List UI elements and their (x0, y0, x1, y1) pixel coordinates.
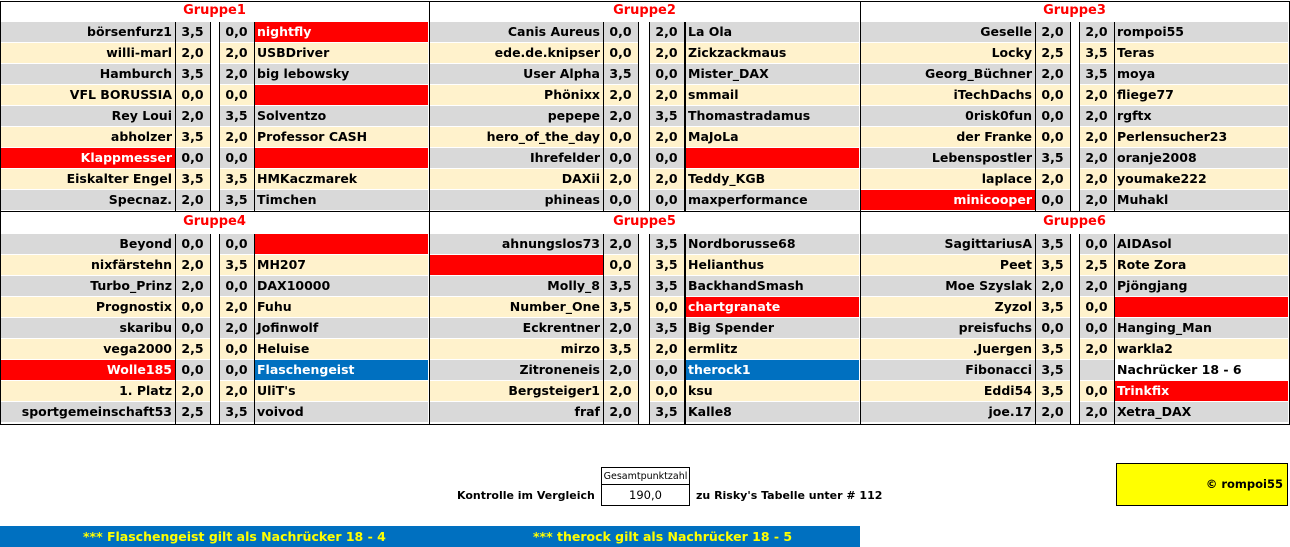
player-right[interactable]: HMKaczmarek (254, 169, 428, 189)
player-right[interactable]: moya (1114, 64, 1288, 84)
group-title-5: Gruppe5 (613, 214, 676, 229)
player-left[interactable]: iTechDachs (861, 85, 1035, 105)
score-left[interactable]: 3,5 (1035, 148, 1070, 168)
player-right[interactable]: Hanging_Man (1114, 318, 1288, 338)
score-right[interactable]: 2,0 (1079, 106, 1114, 126)
player-left[interactable]: Fibonacci (861, 360, 1035, 380)
player-right[interactable]: big lebowsky (254, 64, 428, 84)
grid-divider (638, 234, 639, 425)
score-right[interactable]: 2,0 (219, 318, 254, 338)
score-right[interactable]: 3,5 (649, 234, 684, 254)
grid-divider (1079, 234, 1080, 425)
score-right[interactable]: 0,0 (1079, 234, 1114, 254)
score-right[interactable]: 2,0 (1079, 169, 1114, 189)
player-right[interactable]: therock1 (685, 360, 859, 380)
grid-divider (210, 22, 211, 211)
player-right[interactable]: Teras (1114, 43, 1288, 63)
player-right[interactable]: nightfly (254, 22, 428, 42)
player-left[interactable]: Eddi54 (861, 381, 1035, 401)
score-right[interactable]: 0,0 (219, 85, 254, 105)
player-left[interactable]: abholzer (1, 127, 175, 147)
player-left[interactable]: minicooper (861, 190, 1035, 210)
player-right[interactable]: BackhandSmash (685, 276, 859, 296)
score-left[interactable]: 0,0 (175, 297, 210, 317)
player-right[interactable]: Teddy_KGB (685, 169, 859, 189)
player-left[interactable]: 1. Platz (1, 381, 175, 401)
score-right[interactable]: 2,0 (1079, 22, 1114, 42)
player-left[interactable]: Phönixx (430, 85, 603, 105)
score-right[interactable]: 0,0 (1079, 318, 1114, 338)
player-left[interactable]: Lebenspostler (861, 148, 1035, 168)
player-right[interactable]: Flaschengeist (254, 360, 428, 380)
score-left[interactable]: 0,0 (1035, 318, 1070, 338)
grid-divider (1114, 234, 1115, 425)
player-right[interactable]: maxperformance (685, 190, 859, 210)
grid-divider (254, 22, 255, 211)
player-left[interactable]: Ihrefelder (430, 148, 603, 168)
player-left[interactable]: Prognostix (1, 297, 175, 317)
control-reference: zu Risky's Tabelle unter # 112 (696, 489, 883, 502)
player-left[interactable]: pepepe (430, 106, 603, 126)
player-left[interactable]: Zyzol (861, 297, 1035, 317)
player-left[interactable]: nixfärstehn (1, 255, 175, 275)
player-left[interactable]: VFL BORUSSIA (1, 85, 175, 105)
total-points-header: Gesamtpunktzahl (601, 467, 690, 485)
copyright-box[interactable]: © rompoi55 (1116, 463, 1288, 506)
player-left[interactable]: Specnaz. (1, 190, 175, 210)
player-left[interactable]: Canis Aureus (430, 22, 603, 42)
player-left[interactable]: Moe Szyslak (861, 276, 1035, 296)
score-left[interactable]: 2,0 (603, 234, 638, 254)
player-left[interactable]: Turbo_Prinz (1, 276, 175, 296)
score-right[interactable]: 2,0 (219, 381, 254, 401)
grid-divider (1079, 22, 1080, 211)
score-right[interactable]: 3,5 (219, 402, 254, 422)
player-right[interactable]: ermlitz (685, 339, 859, 359)
score-left[interactable]: 2,0 (603, 85, 638, 105)
score-right[interactable]: 2,0 (1079, 276, 1114, 296)
score-right[interactable]: 0,0 (649, 148, 684, 168)
player-left[interactable]: vega2000 (1, 339, 175, 359)
score-left[interactable]: 3,5 (603, 297, 638, 317)
score-left[interactable]: 2,0 (175, 43, 210, 63)
player-right[interactable]: Nachrücker 18 - 6 (1114, 360, 1288, 380)
score-right[interactable]: 3,5 (649, 106, 684, 126)
grid-divider (603, 234, 604, 425)
score-right[interactable]: 3,5 (219, 190, 254, 210)
player-right[interactable]: MH207 (254, 255, 428, 275)
group-title-6: Gruppe6 (1043, 214, 1106, 229)
score-left[interactable]: 3,5 (175, 64, 210, 84)
score-right[interactable]: 3,5 (649, 402, 684, 422)
player-right[interactable]: Thomastradamus (685, 106, 859, 126)
score-left[interactable]: 0,0 (1035, 127, 1070, 147)
score-right[interactable]: 2,0 (219, 127, 254, 147)
player-right[interactable]: Helianthus (685, 255, 859, 275)
score-left[interactable]: 0,0 (1035, 106, 1070, 126)
player-left[interactable]: joe.17 (861, 402, 1035, 422)
player-right[interactable]: Pjöngjang (1114, 276, 1288, 296)
player-right[interactable]: youmake222 (1114, 169, 1288, 189)
score-left[interactable]: 2,5 (175, 339, 210, 359)
group-title-2: Gruppe2 (613, 3, 676, 18)
score-left[interactable]: 2,0 (175, 106, 210, 126)
footnote-therock: *** therock gilt als Nachrücker 18 - 5 (533, 529, 793, 544)
player-left[interactable]: fraf (430, 402, 603, 422)
score-left[interactable]: 0,0 (175, 148, 210, 168)
score-left[interactable]: 2,0 (1035, 22, 1070, 42)
total-points-value[interactable]: 190,0 (601, 484, 690, 506)
score-left[interactable]: 2,0 (603, 381, 638, 401)
player-left[interactable]: börsenfurz1 (1, 22, 175, 42)
grid-divider (175, 234, 176, 425)
player-right[interactable] (254, 85, 428, 105)
grid-divider (429, 1, 430, 425)
grid-divider (649, 234, 650, 425)
grid-divider (219, 22, 220, 211)
score-left[interactable]: 0,0 (603, 127, 638, 147)
score-right[interactable]: 0,0 (649, 297, 684, 317)
score-left[interactable]: 2,0 (603, 360, 638, 380)
group-title-4: Gruppe4 (183, 214, 246, 229)
score-left[interactable]: 3,5 (175, 169, 210, 189)
player-left[interactable]: .Juergen (861, 339, 1035, 359)
score-left[interactable]: 2,0 (603, 318, 638, 338)
grid-divider (638, 22, 639, 211)
player-left[interactable]: sportgemeinschaft53 (1, 402, 175, 422)
player-left[interactable]: Peet (861, 255, 1035, 275)
score-left[interactable]: 3,5 (603, 339, 638, 359)
player-left[interactable]: Georg_Büchner (861, 64, 1035, 84)
group-title-1: Gruppe1 (183, 3, 246, 18)
player-left[interactable]: Number_One (430, 297, 603, 317)
player-right[interactable]: Kalle8 (685, 402, 859, 422)
footnote-flaschengeist: *** Flaschengeist gilt als Nachrücker 18 - 4 (83, 529, 386, 544)
score-right[interactable]: 2,0 (649, 22, 684, 42)
player-right[interactable]: fliege77 (1114, 85, 1288, 105)
score-left[interactable]: 3,5 (1035, 339, 1070, 359)
score-left[interactable]: 2,0 (1035, 402, 1070, 422)
score-left[interactable]: 0,0 (603, 190, 638, 210)
player-right[interactable] (685, 148, 859, 168)
score-left[interactable]: 2,0 (603, 169, 638, 189)
player-right[interactable]: Solventzo (254, 106, 428, 126)
player-left[interactable]: hero_of_the_day (430, 127, 603, 147)
grid-divider (860, 1, 861, 425)
score-right[interactable]: 0,0 (219, 339, 254, 359)
grid-divider (0, 1, 1290, 2)
score-left[interactable]: 0,0 (1035, 190, 1070, 210)
score-right[interactable]: 0,0 (219, 148, 254, 168)
score-right[interactable]: 2,0 (1079, 190, 1114, 210)
player-right[interactable]: Jofinwolf (254, 318, 428, 338)
footnote-bar (0, 526, 860, 547)
score-right[interactable]: 3,5 (649, 276, 684, 296)
player-right[interactable]: Trinkfix (1114, 381, 1288, 401)
player-right[interactable] (254, 148, 428, 168)
score-left[interactable]: 0,0 (603, 148, 638, 168)
player-left[interactable]: preisfuchs (861, 318, 1035, 338)
player-right[interactable]: Zickzackmaus (685, 43, 859, 63)
score-left[interactable]: 3,5 (603, 64, 638, 84)
player-left[interactable]: DAXii (430, 169, 603, 189)
score-right[interactable]: 2,0 (1079, 127, 1114, 147)
player-left[interactable]: Zitroneneis (430, 360, 603, 380)
player-left[interactable]: Wolle185 (1, 360, 175, 380)
score-right[interactable]: 2,0 (1079, 85, 1114, 105)
score-left[interactable]: 3,5 (175, 22, 210, 42)
score-right[interactable]: 0,0 (1079, 381, 1114, 401)
score-left[interactable]: 3,5 (1035, 297, 1070, 317)
score-right[interactable]: 2,0 (219, 64, 254, 84)
player-left[interactable]: SagittariusA (861, 234, 1035, 254)
score-right[interactable]: 2,0 (649, 339, 684, 359)
score-right[interactable]: 3,5 (219, 255, 254, 275)
player-right[interactable]: Perlensucher23 (1114, 127, 1288, 147)
player-left[interactable]: Geselle (861, 22, 1035, 42)
score-left[interactable]: 3,5 (1035, 381, 1070, 401)
score-right[interactable]: 0,0 (649, 360, 684, 380)
player-right[interactable]: Mister_DAX (685, 64, 859, 84)
score-right[interactable]: 2,0 (219, 43, 254, 63)
player-right[interactable]: AIDAsol (1114, 234, 1288, 254)
score-right[interactable]: 3,5 (219, 169, 254, 189)
grid-divider (1035, 234, 1036, 425)
player-right[interactable]: smmail (685, 85, 859, 105)
player-right[interactable]: Rote Zora (1114, 255, 1288, 275)
player-right[interactable]: rompoi55 (1114, 22, 1288, 42)
grid-divider (210, 234, 211, 425)
score-right[interactable]: 2,0 (1079, 148, 1114, 168)
player-left[interactable]: Locky (861, 43, 1035, 63)
score-left[interactable]: 3,5 (1035, 234, 1070, 254)
player-left[interactable]: Molly_8 (430, 276, 603, 296)
player-right[interactable]: Xetra_DAX (1114, 402, 1288, 422)
player-right[interactable]: voivod (254, 402, 428, 422)
player-left[interactable]: der Franke (861, 127, 1035, 147)
grid-divider (685, 234, 686, 425)
score-left[interactable]: 3,5 (1035, 255, 1070, 275)
player-right[interactable]: chartgranate (685, 297, 859, 317)
score-right[interactable]: 2,0 (649, 85, 684, 105)
player-right[interactable]: Professor CASH (254, 127, 428, 147)
score-right[interactable]: 0,0 (649, 381, 684, 401)
player-left[interactable]: skaribu (1, 318, 175, 338)
player-left[interactable]: ede.de.knipser (430, 43, 603, 63)
score-right[interactable]: 2,0 (1079, 402, 1114, 422)
grid-divider (0, 424, 1290, 425)
player-left[interactable]: ahnungslos73 (430, 234, 603, 254)
score-left[interactable]: 0,0 (603, 22, 638, 42)
score-left[interactable]: 3,5 (1035, 360, 1070, 380)
grid-divider (0, 211, 1290, 212)
score-left[interactable]: 2,0 (175, 276, 210, 296)
player-right[interactable]: La Ola (685, 22, 859, 42)
score-right[interactable]: 3,5 (1079, 64, 1114, 84)
score-left[interactable]: 2,0 (1035, 169, 1070, 189)
player-right[interactable]: DAX10000 (254, 276, 428, 296)
score-left[interactable]: 0,0 (175, 85, 210, 105)
score-left[interactable]: 0,0 (1035, 85, 1070, 105)
score-left[interactable]: 2,0 (175, 190, 210, 210)
grid-divider (1114, 22, 1115, 211)
player-right[interactable]: MaJoLa (685, 127, 859, 147)
score-right[interactable]: 0,0 (219, 276, 254, 296)
score-right[interactable]: 2,0 (1079, 339, 1114, 359)
player-left[interactable]: Eckrentner (430, 318, 603, 338)
player-right[interactable] (1114, 297, 1288, 317)
score-right[interactable]: 2,0 (649, 43, 684, 63)
score-right[interactable]: 3,5 (649, 255, 684, 275)
player-left[interactable]: Eiskalter Engel (1, 169, 175, 189)
player-left[interactable]: Rey Loui (1, 106, 175, 126)
score-right[interactable]: 3,5 (1079, 43, 1114, 63)
score-left[interactable]: 2,0 (603, 402, 638, 422)
score-right[interactable]: 2,0 (649, 127, 684, 147)
score-right[interactable]: 3,5 (649, 318, 684, 338)
player-right[interactable]: Heluise (254, 339, 428, 359)
player-right[interactable]: warkla2 (1114, 339, 1288, 359)
player-right[interactable]: oranje2008 (1114, 148, 1288, 168)
player-right[interactable]: ksu (685, 381, 859, 401)
score-right[interactable]: 0,0 (219, 234, 254, 254)
grid-divider (175, 22, 176, 211)
score-right[interactable]: 3,5 (219, 106, 254, 126)
grid-divider (0, 1, 1, 425)
score-right[interactable]: 0,0 (649, 190, 684, 210)
player-right[interactable]: Muhakl (1114, 190, 1288, 210)
player-right[interactable]: Fuhu (254, 297, 428, 317)
grid-divider (254, 234, 255, 425)
score-left[interactable]: 0,0 (603, 43, 638, 63)
player-left[interactable]: Hamburch (1, 64, 175, 84)
score-left[interactable]: 0,0 (175, 318, 210, 338)
player-left[interactable] (430, 255, 603, 275)
score-left[interactable]: 2,0 (1035, 276, 1070, 296)
player-left[interactable]: laplace (861, 169, 1035, 189)
player-left[interactable]: Klappmesser (1, 148, 175, 168)
score-left[interactable]: 2,0 (175, 381, 210, 401)
score-right[interactable]: 0,0 (219, 22, 254, 42)
score-right[interactable] (1079, 360, 1114, 380)
player-left[interactable]: User Alpha (430, 64, 603, 84)
score-left[interactable]: 2,5 (1035, 43, 1070, 63)
player-right[interactable]: UliT's (254, 381, 428, 401)
score-right[interactable]: 0,0 (219, 360, 254, 380)
score-left[interactable]: 3,5 (603, 276, 638, 296)
score-right[interactable]: 0,0 (1079, 297, 1114, 317)
grid-divider (1070, 22, 1071, 211)
player-left[interactable]: 0risk0fun (861, 106, 1035, 126)
grid-divider (603, 22, 604, 211)
score-left[interactable]: 0,0 (175, 234, 210, 254)
grid-divider (649, 22, 650, 211)
player-right[interactable]: rgftx (1114, 106, 1288, 126)
score-right[interactable]: 2,0 (219, 297, 254, 317)
score-right[interactable]: 2,5 (1079, 255, 1114, 275)
score-left[interactable]: 2,0 (175, 255, 210, 275)
player-left[interactable]: Bergsteiger1 (430, 381, 603, 401)
player-right[interactable] (254, 234, 428, 254)
score-right[interactable]: 2,0 (649, 169, 684, 189)
player-right[interactable]: Nordborusse68 (685, 234, 859, 254)
grid-divider (1070, 234, 1071, 425)
score-left[interactable]: 2,0 (603, 106, 638, 126)
control-label: Kontrolle im Vergleich (457, 489, 595, 502)
player-right[interactable]: USBDriver (254, 43, 428, 63)
player-left[interactable]: phineas (430, 190, 603, 210)
grid-divider (685, 22, 686, 211)
grid-divider (219, 234, 220, 425)
score-left[interactable]: 2,0 (1035, 64, 1070, 84)
score-left[interactable]: 0,0 (603, 255, 638, 275)
grid-divider (1035, 22, 1036, 211)
score-left[interactable]: 0,0 (175, 360, 210, 380)
score-left[interactable]: 3,5 (175, 127, 210, 147)
player-right[interactable]: Timchen (254, 190, 428, 210)
player-left[interactable]: willi-marl (1, 43, 175, 63)
player-left[interactable]: mirzo (430, 339, 603, 359)
player-left[interactable]: Beyond (1, 234, 175, 254)
score-left[interactable]: 2,5 (175, 402, 210, 422)
score-right[interactable]: 0,0 (649, 64, 684, 84)
player-right[interactable]: Big Spender (685, 318, 859, 338)
group-title-3: Gruppe3 (1043, 3, 1106, 18)
